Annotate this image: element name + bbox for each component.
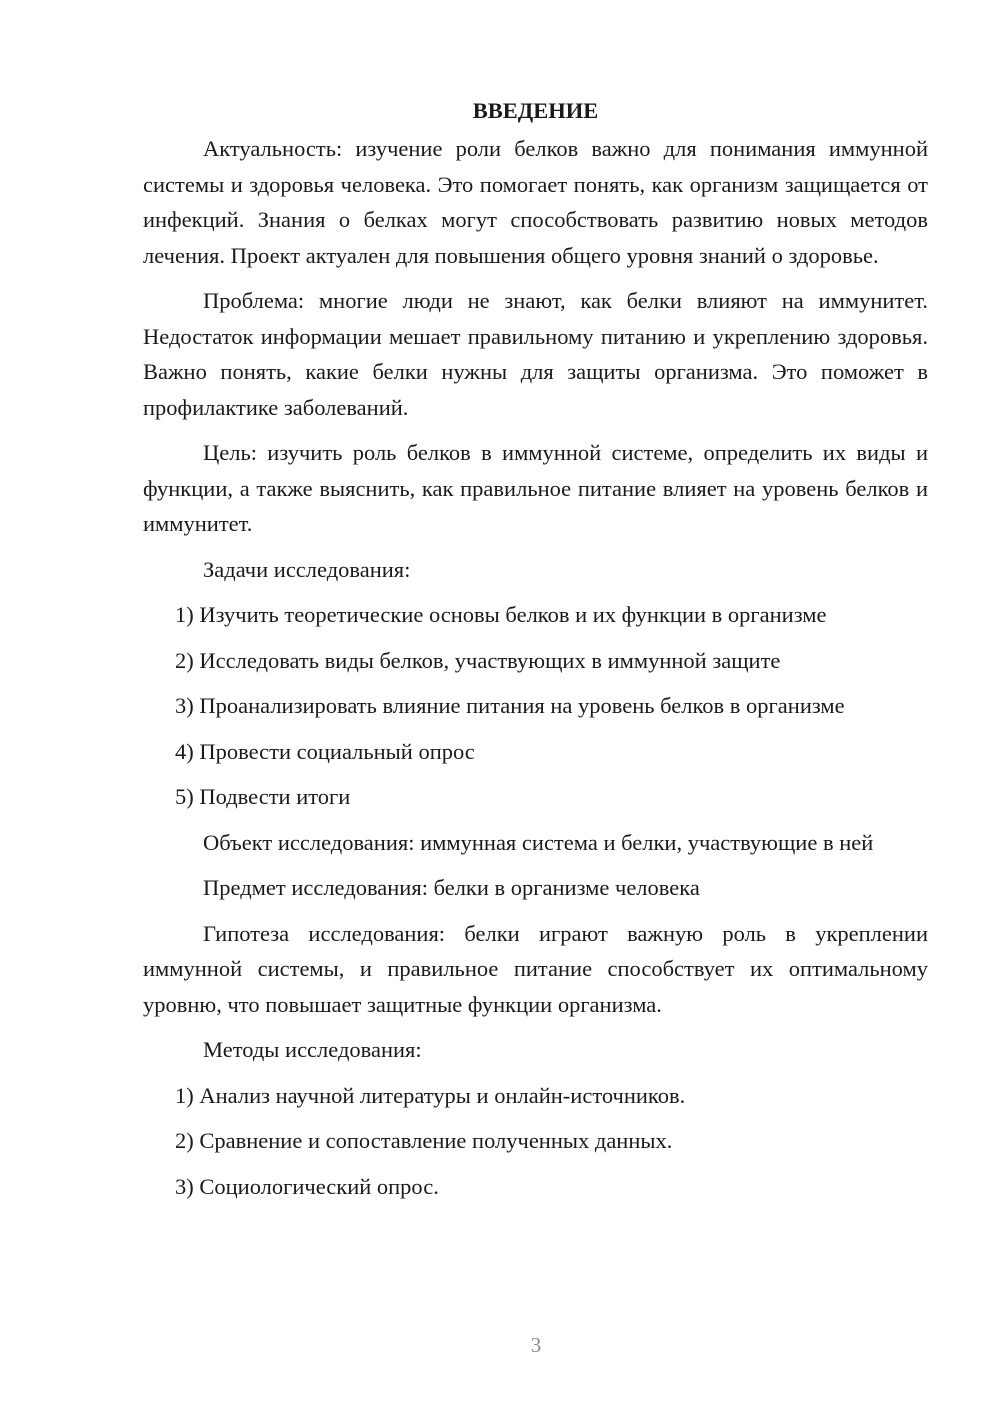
goal-paragraph: Цель: изучить роль белков в иммунной системе, определить их виды и функции, а также выяснить, как правильное питание влияет на уровень белков и иммунитет.: [143, 440, 928, 536]
task-item-4: 4) Провести социальный опрос: [175, 738, 475, 764]
problem-paragraph: Проблема: многие люди не знают, как белки влияют на иммунитет. Недостаток информации мешает правильному питанию и укреплению здоровья. Важно понять, какие белки нужны для защиты организма. Это поможет в профилактике заболеваний.: [143, 288, 928, 420]
method-item-3: 3) Социологический опрос.: [175, 1173, 439, 1199]
page-number: 3: [530, 1333, 542, 1357]
hypothesis-paragraph: Гипотеза исследования: белки играют важную роль в укреплении иммунной системы, и правильное питание способствует их оптимальному уровню, что повышает защитные функции организма.: [143, 920, 928, 1017]
page-content: [143, 93, 928, 1214]
method-item-2: 2) Сравнение и сопоставление полученных данных.: [175, 1128, 673, 1153]
relevance-paragraph: Актуальность: изучение роли белков важно для понимания иммунной системы и здоровья человека. Это помогает понять, как организм защищается от инфекций. Знания о белках могут способствовать развитию новых методов лечения. Проект актуален для повышения общего уровня знаний о здоровье.: [143, 136, 928, 268]
task-item-1: 1) Изучить теоретические основы белков и их функции в организме: [175, 602, 827, 627]
tasks-title: Задачи исследования:: [203, 556, 411, 582]
page-title: ВВЕДЕНИЕ: [472, 98, 599, 123]
task-item-2: 2) Исследовать виды белков, участвующих в иммунной защите: [175, 647, 781, 673]
task-item-3: 3) Проанализировать влияние питания на уровень белков в организме: [175, 693, 845, 718]
object-paragraph: Объект исследования: иммунная система и белки, участвующие в ней: [203, 829, 874, 855]
subject-paragraph: Предмет исследования: белки в организме человека: [203, 875, 700, 900]
method-item-1: 1) Анализ научной литературы и онлайн-источников.: [175, 1082, 686, 1108]
task-item-5: 5) Подвести итоги: [175, 784, 351, 809]
methods-title: Методы исследования:: [203, 1037, 422, 1062]
